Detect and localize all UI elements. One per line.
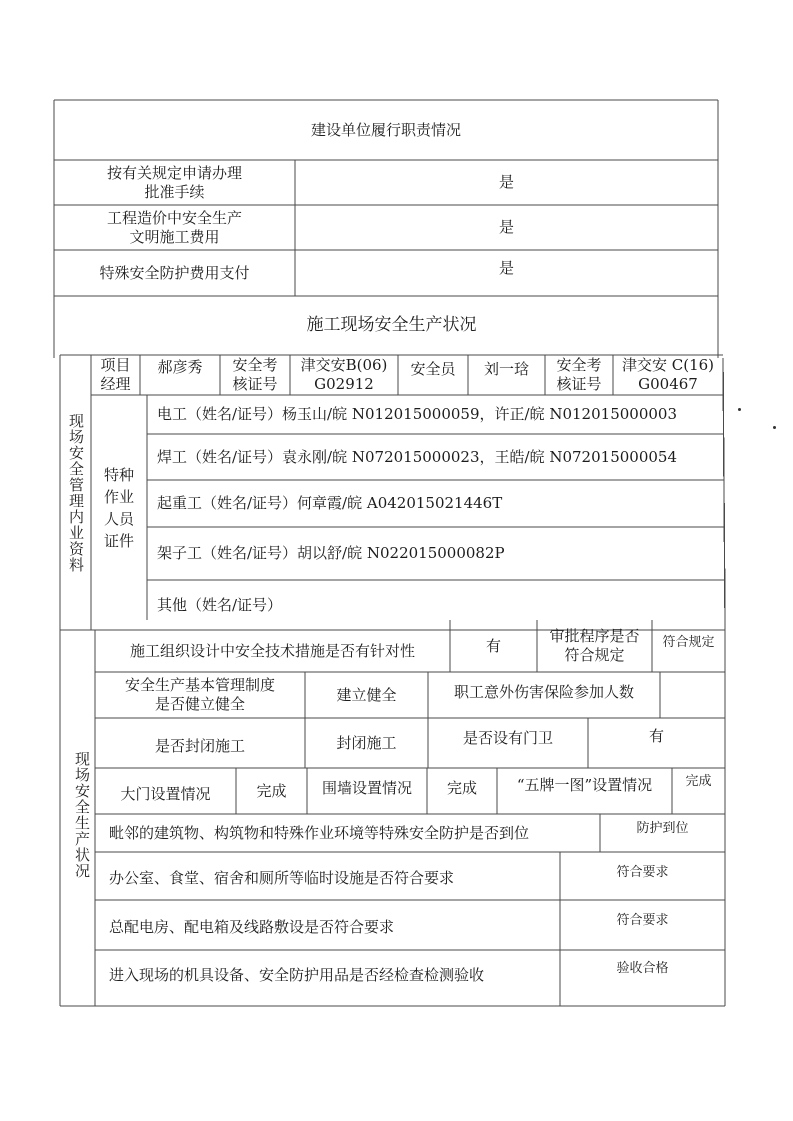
special-worker-row: 起重工（姓名/证号）何章霞/皖 A042015021446T	[157, 494, 503, 512]
project-manager-label-line1: 项目	[100, 356, 131, 374]
project-manager-cert	[290, 355, 398, 395]
safety-cost-label-line1: 工程造价中安全生产	[106, 208, 242, 227]
equipment-inspection-answer: 验收合格	[616, 960, 669, 976]
approval-process-question	[537, 620, 652, 672]
wall-setup-answer: 完成	[446, 778, 477, 797]
special-protection-cost-value: 是	[498, 258, 514, 277]
project-manager-cert-label-line2: 核证号	[232, 375, 278, 393]
approval-process-question-line1: 审批程序是否	[549, 627, 640, 645]
safety-officer-label: 安全员	[410, 359, 456, 378]
project-manager-name: 郝彦秀	[157, 357, 203, 376]
approval-procedures-label-line1: 按有关规定申请办理	[106, 163, 242, 182]
approval-process-answer: 符合规定	[662, 634, 715, 650]
scan-speck	[738, 408, 741, 411]
enclosed-construction-answer: 封闭施工	[336, 733, 397, 752]
accident-insurance-answer	[660, 672, 725, 718]
special-worker-row: 其他（姓名/证号）	[157, 595, 283, 614]
construction-unit-title: 建设单位履行职责情况	[310, 120, 461, 139]
gatekeeper-question: 是否设有门卫	[462, 728, 553, 747]
safety-cost-label	[54, 205, 295, 250]
special-workers-label-text: 特种作业人员证件	[103, 465, 134, 550]
project-manager-cert-line2: G02912	[314, 375, 374, 393]
approval-procedures-label-line2: 批准手续	[144, 182, 205, 201]
approval-procedures-label	[54, 160, 295, 205]
safety-officer-cert-label	[545, 355, 613, 395]
safety-measures-question: 施工组织设计中安全技术措施是否有针对性	[129, 641, 415, 660]
power-distribution-answer: 符合要求	[616, 912, 669, 928]
temporary-facilities-question: 办公室、食堂、宿舍和厕所等临时设施是否符合要求	[109, 868, 455, 887]
enclosed-construction-question: 是否封闭施工	[154, 736, 245, 755]
temporary-facilities-answer: 符合要求	[616, 864, 669, 880]
safety-officer-cert-line1: 津交安 C(16)	[621, 356, 715, 374]
safety-officer-cert-line2: G00467	[638, 375, 698, 393]
safety-cost-value: 是	[498, 218, 514, 236]
project-manager-label	[91, 355, 140, 395]
internal-docs-label-text: 现场安全管理内业资料	[67, 412, 85, 573]
approval-process-question-line2: 符合规定	[564, 646, 625, 664]
site-status-label	[68, 730, 95, 900]
signboard-setup-answer: 完成	[685, 773, 712, 789]
scan-speck	[773, 426, 776, 429]
gate-setup-answer: 完成	[256, 781, 287, 800]
adjacent-protection-answer: 防护到位	[636, 820, 689, 836]
safety-officer-cert-label-line2: 核证号	[556, 375, 602, 393]
special-worker-row: 焊工（姓名/证号）袁永刚/皖 N072015000023，王皓/皖 N072015000054	[157, 447, 677, 466]
special-worker-row: 架子工（姓名/证号）胡以舒/皖 N022015000082P	[157, 544, 505, 562]
special-protection-cost-label: 特殊安全防护费用支付	[99, 263, 250, 282]
adjacent-protection-question: 毗邻的建筑物、构筑物和特殊作业环境等特殊安全防护是否到位	[109, 823, 530, 842]
site-status-label-text: 现场安全生产状况	[73, 751, 91, 879]
site-safety-title: 施工现场安全生产状况	[306, 315, 477, 335]
gatekeeper-answer: 有	[648, 726, 664, 745]
safety-measures-answer: 有	[485, 636, 501, 655]
wall-setup-question: 围墙设置情况	[321, 778, 412, 797]
equipment-inspection-question: 进入现场的机具设备、安全防护用品是否经检查检测验收	[109, 965, 485, 984]
safety-cost-label-line2: 文明施工费用	[129, 227, 220, 246]
management-system-question-line2: 是否健立健全	[154, 695, 245, 713]
power-distribution-question: 总配电房、配电箱及线路敷设是否符合要求	[109, 917, 395, 936]
management-system-question-line1: 安全生产基本管理制度	[124, 676, 275, 694]
special-workers-label	[91, 395, 147, 620]
signboard-setup-question: “五牌一图”设置情况	[516, 775, 653, 794]
accident-insurance-question: 职工意外伤害保险参加人数	[453, 682, 634, 701]
project-manager-cert-label	[220, 355, 290, 395]
project-manager-label-line2: 经理	[100, 375, 131, 393]
project-manager-cert-line1: 津交安B(06)	[300, 356, 388, 374]
safety-officer-cert	[613, 355, 723, 395]
internal-docs-label	[60, 385, 91, 600]
approval-procedures-value: 是	[498, 173, 514, 191]
safety-officer-name: 刘一琀	[483, 359, 529, 378]
gate-setup-question: 大门设置情况	[120, 784, 211, 803]
special-worker-row: 电工（姓名/证号）杨玉山/皖 N012015000059，许正/皖 N012015000003	[157, 405, 677, 423]
management-system-question	[95, 672, 305, 718]
management-system-answer: 建立健全	[336, 685, 397, 704]
safety-officer-cert-label-line1: 安全考	[556, 356, 602, 374]
project-manager-cert-label-line1: 安全考	[232, 356, 278, 374]
